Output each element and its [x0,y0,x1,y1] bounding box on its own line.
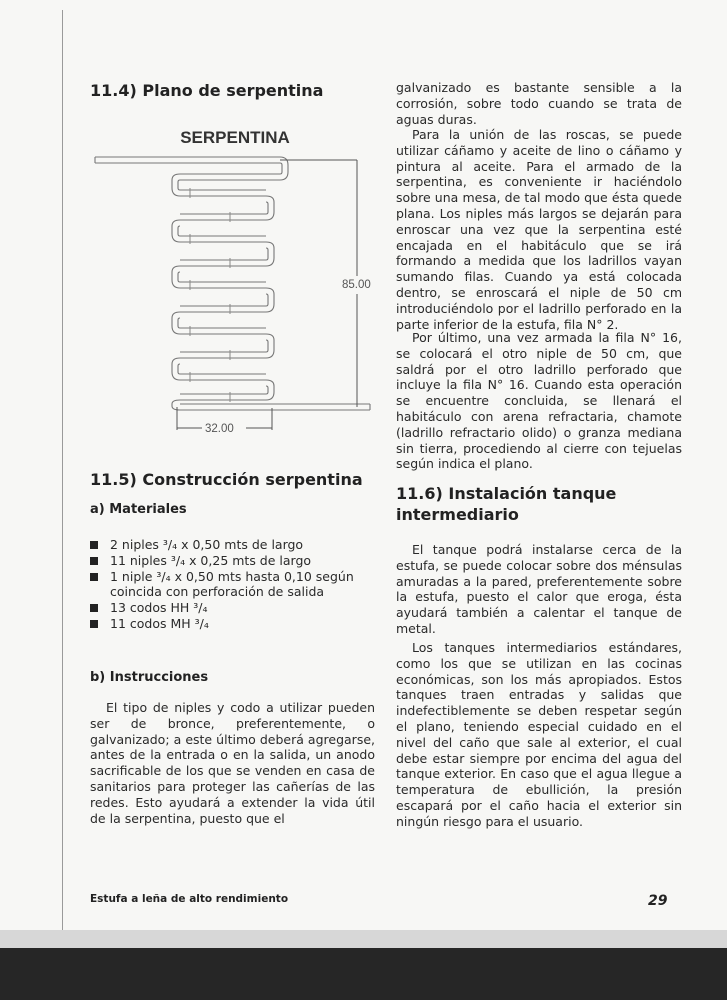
right-paragraph-2: Para la unión de las roscas, se puede utilizar cáñamo y aceite de lino o cáñamo y pintura al aceite. Para el armado de la serpentina, es conveniente ir haciéndolo sobre una mesa, de tal modo que ésta quede plana. Los niples más largos se dejarán para enroscar una vez que la serpentina esté encajada en el habitáculo que se irá formando a medida que los ladrillos vayan sumando filas. Cuando ya está colocada dentro, se enroscará el niple de 50 cm introduciéndolo por el ladrillo perforado en la parte inferior de la estufa, fila N° 2. [396,127,682,332]
right-paragraph-4: El tanque podrá instalarse cerca de la estufa, se puede colocar sobre dos ménsulas amuradas a la pared, preferentemente sobre la estufa, puesto el calor que eroga, ésta ayudará también a calentar el tanque de metal. [396,542,682,636]
serpentine-pipe [95,157,370,410]
materials-heading: a) Materiales [90,502,187,517]
list-item: 11 niples ³/₄ x 0,25 mts de largo [90,553,378,569]
dimension-lines [177,160,357,430]
diagram-title: SERPENTINA [180,128,290,147]
list-item: 2 niples ³/₄ x 0,50 mts de largo [90,537,378,553]
right-paragraph-3: Por último, una vez armada la fila N° 16, se colocará el otro niple de 50 cm, que saldrá por el otro ladrillo perforado que incluye la fila N° 16. Cuando esta operación se encuentre concluida, se llenará el habitáculo con arena refractaria, chamote (ladrillo refractario olido) o granza mediana sin tierra, procediendo al cierre con tejuelas según indica el plano. [396,330,682,472]
serpentine-diagram [80,150,390,440]
materials-list [90,537,378,632]
width-dimension-label: 32.00 [205,423,234,435]
section-11-5-title: 11.5) Construcción serpentina [90,470,363,489]
page-number: 29 [648,893,668,909]
right-paragraph-1: galvanizado es bastante sensible a la corrosión, sobre todo cuando se trata de aguas duras. [396,80,682,127]
height-dimension-label: 85.00 [342,279,371,291]
instructions-paragraph: El tipo de niples y codo a utilizar pueden ser de bronce, preferentemente, o galvanizado; a este último deberá agregarse, antes de la entrada o en la salida, un anodo sacrificable de los que se venden en casa de sanitarios para proteger las cañerías de las redes. Esto ayudará a extender la vida útil de la serpentina, puesto que el [90,700,375,826]
right-paragraph-5: Los tanques intermediarios estándares, como los que se utilizan en las cocinas económicas, son los más apropiados. Estos tanques traen entradas y salidas que indefectiblemente se deben respetar según el plano, teniendo especial cuidado en el nivel del caño que sale al exterior, el cual debe estar siempre por encima del agua del tanque exterior. En caso que el agua llegue a temperatura de ebullición, la presión escapará por el caño hacia el exterior sin ningún riesgo para el usuario. [396,640,682,829]
list-item: 11 codos MH ³/₄ [90,616,378,632]
section-11-6-title: 11.6) Instalación tanque intermediario [396,484,617,524]
list-item: 1 niple ³/₄ x 0,50 mts hasta 0,10 según coincida con perforación de salida [90,569,378,601]
binding-edge [62,10,63,930]
scan-shadow-band [0,948,727,1000]
instructions-heading: b) Instrucciones [90,670,209,685]
book-title-footer: Estufa a leña de alto rendimiento [90,893,289,905]
list-item: 13 codos HH ³/₄ [90,600,378,616]
section-11-4-title: 11.4) Plano de serpentina [90,81,324,100]
